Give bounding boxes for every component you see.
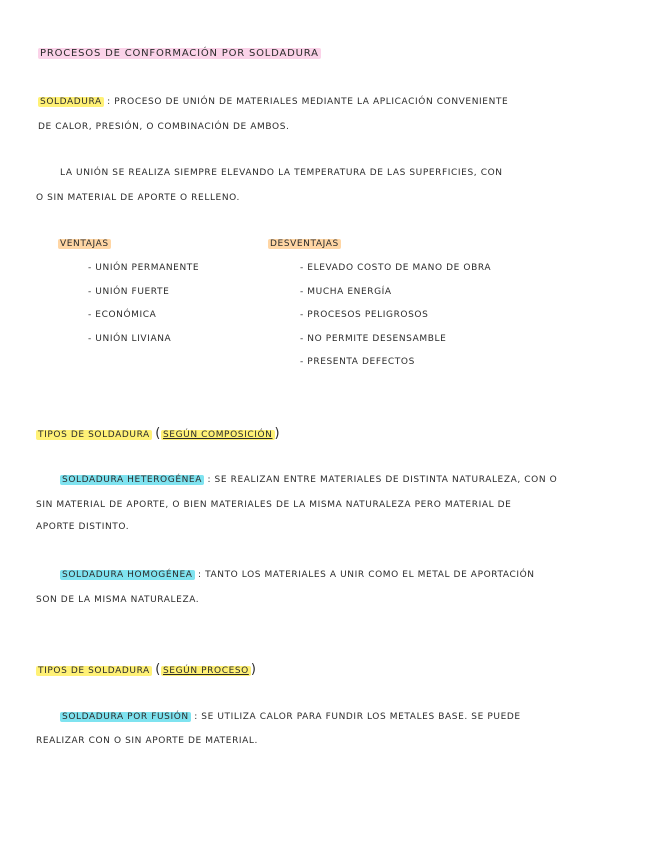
homogenea-line-2: SON DE LA MISMA NATURALEZA. [36,595,200,605]
section-1-sub: SEGÚN COMPOSICIÓN [162,430,273,440]
section-1-highlight: TIPOS DE SOLDADURA [38,430,150,440]
definition-text-1: : PROCESO DE UNIÓN DE MATERIALES MEDIANTE LA APLICACIÓN CONVENIENTE [107,97,509,107]
heterogenea-line-2: SIN MATERIAL DE APORTE, O BIEN MATERIALES DE LA MISMA NATURALEZA PERO MATERIAL DE [36,500,512,510]
desventajas-heading [268,238,341,250]
section-heading-proceso [36,664,257,677]
heterogenea-line-1 [60,474,557,486]
definition-line-1 [38,96,508,108]
homogenea-line-1 [60,569,535,581]
section-2-highlight: TIPOS DE SOLDADURA [38,666,150,676]
fusion-text-1: : SE UTILIZA CALOR PARA FUNDIR LOS METALES BASE. SE PUEDE [194,712,521,722]
term-heterogenea: SOLDADURA HETEROGÉNEA [62,475,202,485]
ventaja-item: - ECONÓMICA [88,310,157,320]
paren-close: ) [250,662,257,677]
heterogenea-line-3: APORTE DISTINTO. [36,522,130,532]
homogenea-text-1: : TANTO LOS MATERIALES A UNIR COMO EL METAL DE APORTACIÓN [197,570,535,580]
paren-open: ( [155,662,161,677]
definition-line-2: DE CALOR, PRESIÓN, O COMBINACIÓN DE AMBOS. [38,122,290,132]
desventaja-item: - PROCESOS PELIGROSOS [300,310,429,320]
title-highlight: PROCESOS DE CONFORMACIÓN POR SOLDADURA [40,48,319,59]
page-title [38,48,321,60]
paren-close: ) [274,426,281,441]
fusion-line-1 [60,711,521,723]
term-homogenea: SOLDADURA HOMOGÉNEA [62,570,193,580]
desventaja-item: - MUCHA ENERGÍA [300,287,392,297]
ventaja-item: - UNIÓN PERMANENTE [88,263,200,273]
paragraph-line-2: O SIN MATERIAL DE APORTE O RELLENO. [36,193,240,203]
heterogenea-text-1: : SE REALIZAN ENTRE MATERIALES DE DISTINTA NATURALEZA, CON O [207,475,558,485]
paren-open: ( [155,426,161,441]
ventaja-item: - UNIÓN FUERTE [88,287,170,297]
ventaja-item: - UNIÓN LIVIANA [88,334,172,344]
term-fusion: SOLDADURA POR FUSIÓN [62,712,189,722]
desventajas-highlight: DESVENTAJAS [270,239,339,249]
ventajas-highlight: VENTAJAS [60,239,109,249]
desventaja-item: - ELEVADO COSTO DE MANO DE OBRA [300,263,492,273]
section-2-sub: SEGÚN PROCESO [162,666,249,676]
fusion-line-2: REALIZAR CON O SIN APORTE DE MATERIAL. [36,736,259,746]
paragraph-line-1: LA UNIÓN SE REALIZA SIEMPRE ELEVANDO LA TEMPERATURA DE LAS SUPERFICIES, CON [60,168,503,178]
ventajas-heading [58,238,111,250]
term-soldadura: SOLDADURA [40,97,102,107]
section-heading-composicion [36,428,280,441]
desventaja-item: - NO PERMITE DESENSAMBLE [300,334,447,344]
desventaja-item: - PRESENTA DEFECTOS [300,357,415,367]
